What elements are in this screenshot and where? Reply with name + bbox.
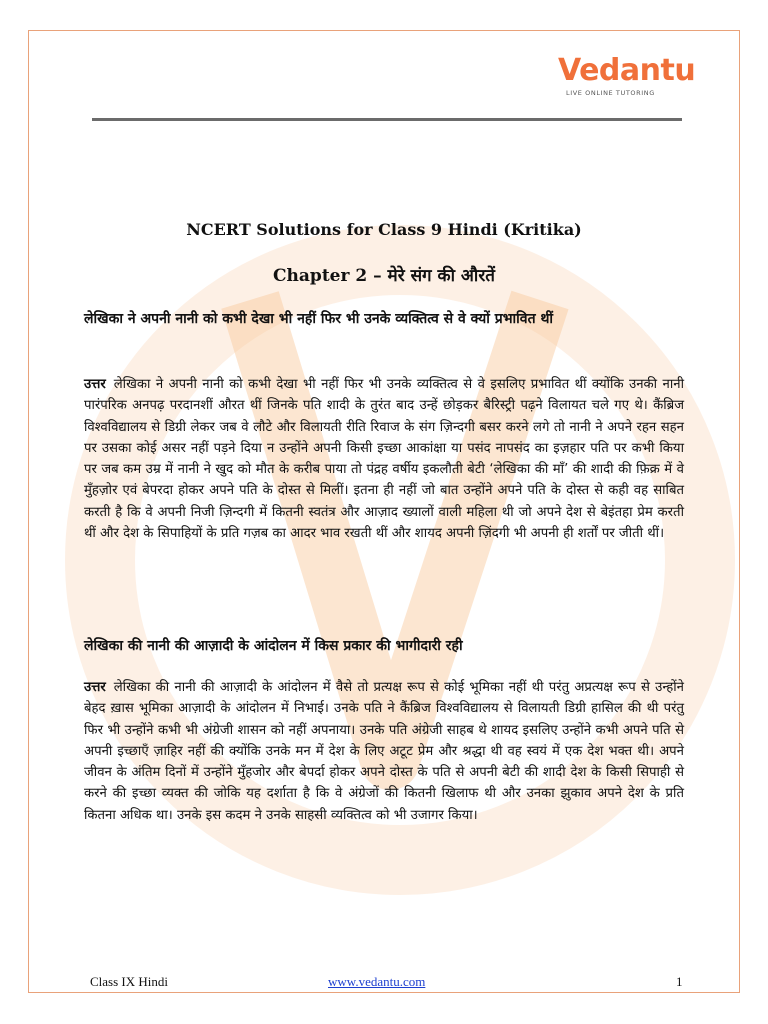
document-title: NCERT Solutions for Class 9 Hindi (Kritika) <box>186 220 582 239</box>
answer-text: लेखिका की नानी की आज़ादी के आंदोलन में वैसे तो प्रत्यक्ष रूप से कोई भूमिका नहीं थी परंतु अप्रत्यक्ष रूप से उन्होंने बेहद ख़ास भूमिका आज़ादी के आंदोलन में निभाई। उनके पति ने कैंब्रिज विश्वविद्यालय से विलायती डिग्री हासिल की थी परंतु फिर भी उन्होंने कभी भी अंग्रेजी शासन को नहीं अपनाया। उनके पति अंग्रेजी साहब थे शायद इसलिए उन्होंने कभी अपने पति से अपनी इच्छाएँ ज़ाहिर नहीं की क्योंकि उनके मन में देश के लिए अटूट प्रेम और श्रद्धा थी वह स्वयं में एक देश भक्त थी। अपने जीवन के अंतिम दिनों में उन्होंने मुँहजोर और बेपर्दा होकर अपने दोस्त के पति से अपनी बेटी की शादी देश के किसी सिपाही से करने की इच्छा व्यक्त की जोकि यह दर्शाता है कि वे अंग्रेजों की कितनी खिलाफ थी और उनका झुकाव अपने देश के प्रति कितना अधिक था। उनके इस कदम ने उनके साहसी व्यक्तित्व को भी उजागर किया। <box>84 680 684 823</box>
question-2: लेखिका की नानी की आज़ादी के आंदोलन में किस प्रकार की भागीदारी रही <box>84 638 463 654</box>
answer-1 <box>84 374 684 544</box>
footer-class-label: Class IX Hindi <box>90 974 168 989</box>
page-number: 1 <box>676 974 683 989</box>
answer-label: उत्तर <box>84 680 106 695</box>
answer-text: लेखिका ने अपनी नानी को कभी देखा भी नहीं फिर भी उनके व्यक्तित्व से वे इसलिए प्रभावित थीं क्योंकि उनकी नानी पारंपरिक अनपढ़ परदानशीं औरत थीं जिनके पति शादी के तुरंत बाद उन्हें छोड़कर बैरिस्ट्री पढ़ने विलायत चले गए थे। कैंब्रिज विश्वविद्यालय से डिग्री लेकर जब वे लौटे और विलायती रीति रिवाज के संग ज़िन्दगी बसर करने लगे तो नानी ने अपने रहन सहन पर उसका कोई असर नहीं पड़ने दिया न उन्होंने अपनी किसी इच्छा आकांक्षा या पसंद नापसंद का इज़हार पति पर कभी किया पर जब कम उम्र में नानी ने खुद को मौत के करीब पाया तो पंद्रह वर्षीय इकलौती बेटी ‘लेखिका की माँ’ की शादी की फ़िक्र में वे मुँहज़ोर एवं बेपरदा होकर अपने पति के दोस्त से मिलीं। इतना ही नहीं जो बात उन्होंने अपने पति के दोस्त से कही वह साबित करती है कि वे अपनी निजी ज़िन्दगी में कितनी स्वतंत्र और आज़ाद ख्यालों वाली महिला थी जो अपने देश से बेइंतहा प्रेम करती थीं और देश के सिपाहियों के प्रति गज़ब का आदर भाव रखती थीं और शायद अपनी ज़िंदगी भी अपनी ही शर्तों पर जीती थीं। <box>84 377 684 542</box>
footer-website-link[interactable]: www.vedantu.com <box>328 974 426 989</box>
header-divider <box>92 118 682 121</box>
question-1: लेखिका ने अपनी नानी को कभी देखा भी नहीं फिर भी उनके व्यक्तित्व से वे क्यों प्रभावित थीं <box>84 311 554 327</box>
logo-tagline: LIVE ONLINE TUTORING <box>566 89 655 97</box>
logo-wordmark: Vedantu <box>558 53 696 88</box>
vedantu-logo[interactable] <box>558 53 696 97</box>
chapter-title: Chapter 2 – मेरे संग की औरतें <box>273 266 495 286</box>
answer-label: उत्तर <box>84 377 106 392</box>
answer-2 <box>84 677 684 826</box>
